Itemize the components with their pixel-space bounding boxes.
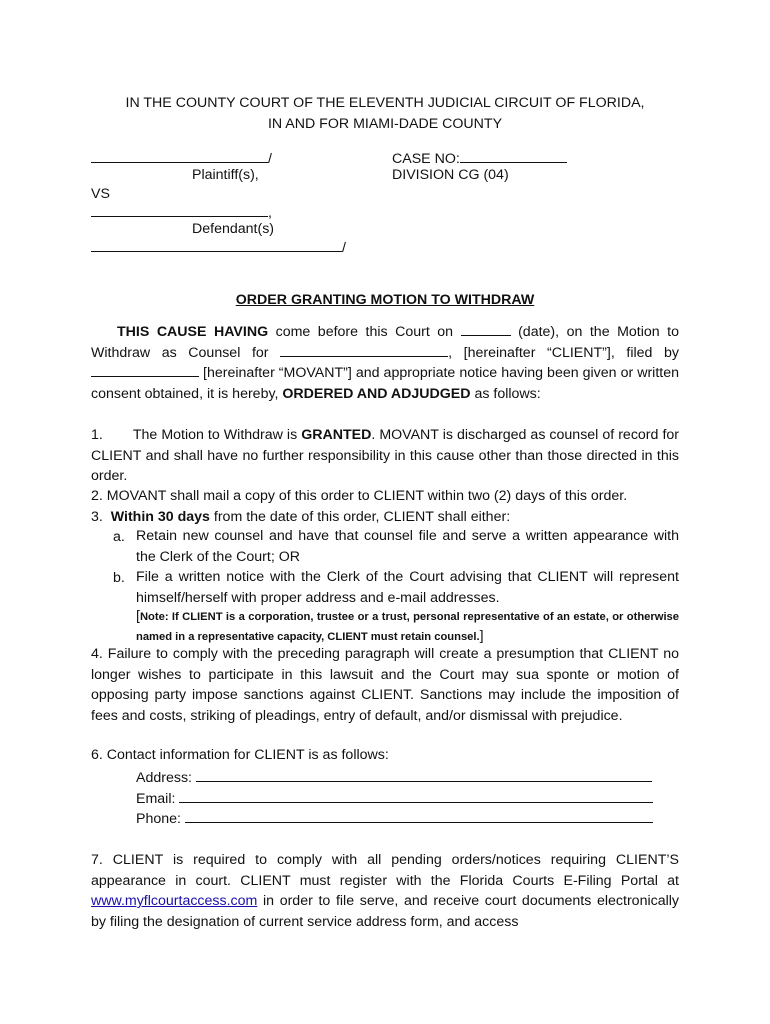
caption-end-blank bbox=[91, 238, 342, 252]
address-line bbox=[136, 768, 652, 787]
defendant-line bbox=[91, 203, 272, 222]
intro-text-3: , [hereinafter “CLIENT”], filed by bbox=[448, 344, 679, 361]
defendant-comma: , bbox=[268, 205, 272, 221]
note-block bbox=[136, 607, 679, 647]
division-label: DIVISION CG (04) bbox=[392, 167, 509, 183]
item-1-bold-granted: GRANTED bbox=[301, 427, 372, 443]
sub-item-b-label: b. bbox=[113, 570, 125, 586]
item-3-number: 3. bbox=[91, 509, 103, 525]
plaintiff-slash: / bbox=[268, 151, 272, 167]
item-7-text-b: in order to file serve, and receive court documents electronically by filing the designation of current service address form, and access bbox=[91, 893, 679, 930]
item-7-text-a: 7. CLIENT is required to comply with all pending orders/notices requiring CLIENT’S appearance in court. CLIENT must register with the Florida Courts E-Filing Portal at bbox=[91, 852, 679, 889]
item-6: 6. Contact information for CLIENT is as follows: bbox=[91, 747, 389, 763]
case-number-blank bbox=[460, 149, 567, 163]
phone-label: Phone: bbox=[136, 811, 181, 827]
versus-label: VS bbox=[91, 186, 110, 202]
plaintiff-label: Plaintiff(s), bbox=[192, 167, 259, 183]
intro-text-1: come before this Court on bbox=[268, 324, 461, 340]
item-1 bbox=[91, 425, 679, 487]
item-3-bold: Within 30 days bbox=[110, 509, 210, 525]
address-label: Address: bbox=[136, 770, 192, 786]
client-blank bbox=[280, 343, 448, 357]
order-title: ORDER GRANTING MOTION TO WITHDRAW bbox=[235, 292, 535, 308]
item-3-text: from the date of this order, CLIENT shall either: bbox=[209, 509, 511, 525]
defendant-blank bbox=[91, 203, 268, 217]
defendant-label: Defendant(s) bbox=[192, 221, 275, 237]
sub-item-a-label: a. bbox=[113, 529, 125, 545]
intro-text-5: as follows: bbox=[470, 385, 541, 402]
intro-bold-cause: THIS CAUSE HAVING bbox=[117, 324, 269, 340]
case-number bbox=[392, 149, 567, 168]
court-header-line1: IN THE COUNTY COURT OF THE ELEVENTH JUDICIAL CIRCUIT OF FLORIDA, bbox=[125, 95, 645, 111]
item-2: 2. MOVANT shall mail a copy of this order to CLIENT within two (2) days of this order. bbox=[91, 488, 628, 504]
email-label: Email: bbox=[136, 791, 176, 807]
address-blank bbox=[196, 768, 652, 782]
intro-paragraph bbox=[91, 322, 679, 404]
court-header-line2: IN AND FOR MIAMI-DADE COUNTY bbox=[267, 116, 503, 132]
intro-text-2: (date), on the Motion to Withdraw as Counsel for bbox=[91, 324, 679, 361]
note-text: Note: If CLIENT is a corporation, trustee or a trust, personal representative of an estate, or otherwise named in a representative capacity, CLIENT must retain counsel. bbox=[136, 611, 679, 643]
item-1-text-a: The Motion to Withdraw is bbox=[132, 427, 302, 443]
efiling-portal-link[interactable]: www.myflcourtaccess.com bbox=[91, 893, 258, 909]
phone-blank bbox=[185, 809, 653, 823]
phone-line bbox=[136, 809, 653, 828]
caption-end-slash: / bbox=[342, 240, 346, 256]
sub-item-a-text: Retain new counsel and have that counsel file and serve a written appearance with the Clerk of the Court; OR bbox=[136, 528, 679, 565]
intro-text-4: [hereinafter “MOVANT”] and appropriate notice having been given or written consent obtained, it is hereby, bbox=[91, 365, 679, 402]
item-1-text-b: . MOVANT is discharged as counsel of record for CLIENT and shall have no further responsibility in this cause other than those directed in this order. bbox=[91, 427, 680, 484]
email-line bbox=[136, 789, 653, 808]
plaintiff-blank bbox=[91, 149, 268, 163]
note-open-bracket: [ bbox=[136, 608, 140, 624]
case-number-label: CASE NO: bbox=[392, 151, 460, 167]
item-7 bbox=[91, 850, 679, 932]
item-1-number: 1. bbox=[91, 427, 103, 443]
item-4: 4. Failure to comply with the preceding paragraph will create a presumption that CLIENT no longer wishes to participate in this lawsuit and the Court may sua sponte or motion of opposing party impose sanctions against CLIENT. Sanctions may include the imposition of fees and costs, striking of pleadings, entry of default, and/or dismissal with prejudice. bbox=[91, 646, 679, 724]
date-blank bbox=[461, 322, 511, 336]
caption-end-line bbox=[91, 238, 346, 257]
intro-bold-ordered: ORDERED AND ADJUDGED bbox=[282, 385, 471, 402]
movant-blank bbox=[91, 363, 199, 377]
item-3 bbox=[91, 509, 510, 526]
note-close-bracket: ] bbox=[479, 628, 484, 644]
email-blank bbox=[179, 789, 653, 803]
plaintiff-line bbox=[91, 149, 272, 168]
sub-item-b-text: File a written notice with the Clerk of the Court advising that CLIENT will represent himself/herself with proper address and e-mail addresses. bbox=[136, 569, 679, 606]
